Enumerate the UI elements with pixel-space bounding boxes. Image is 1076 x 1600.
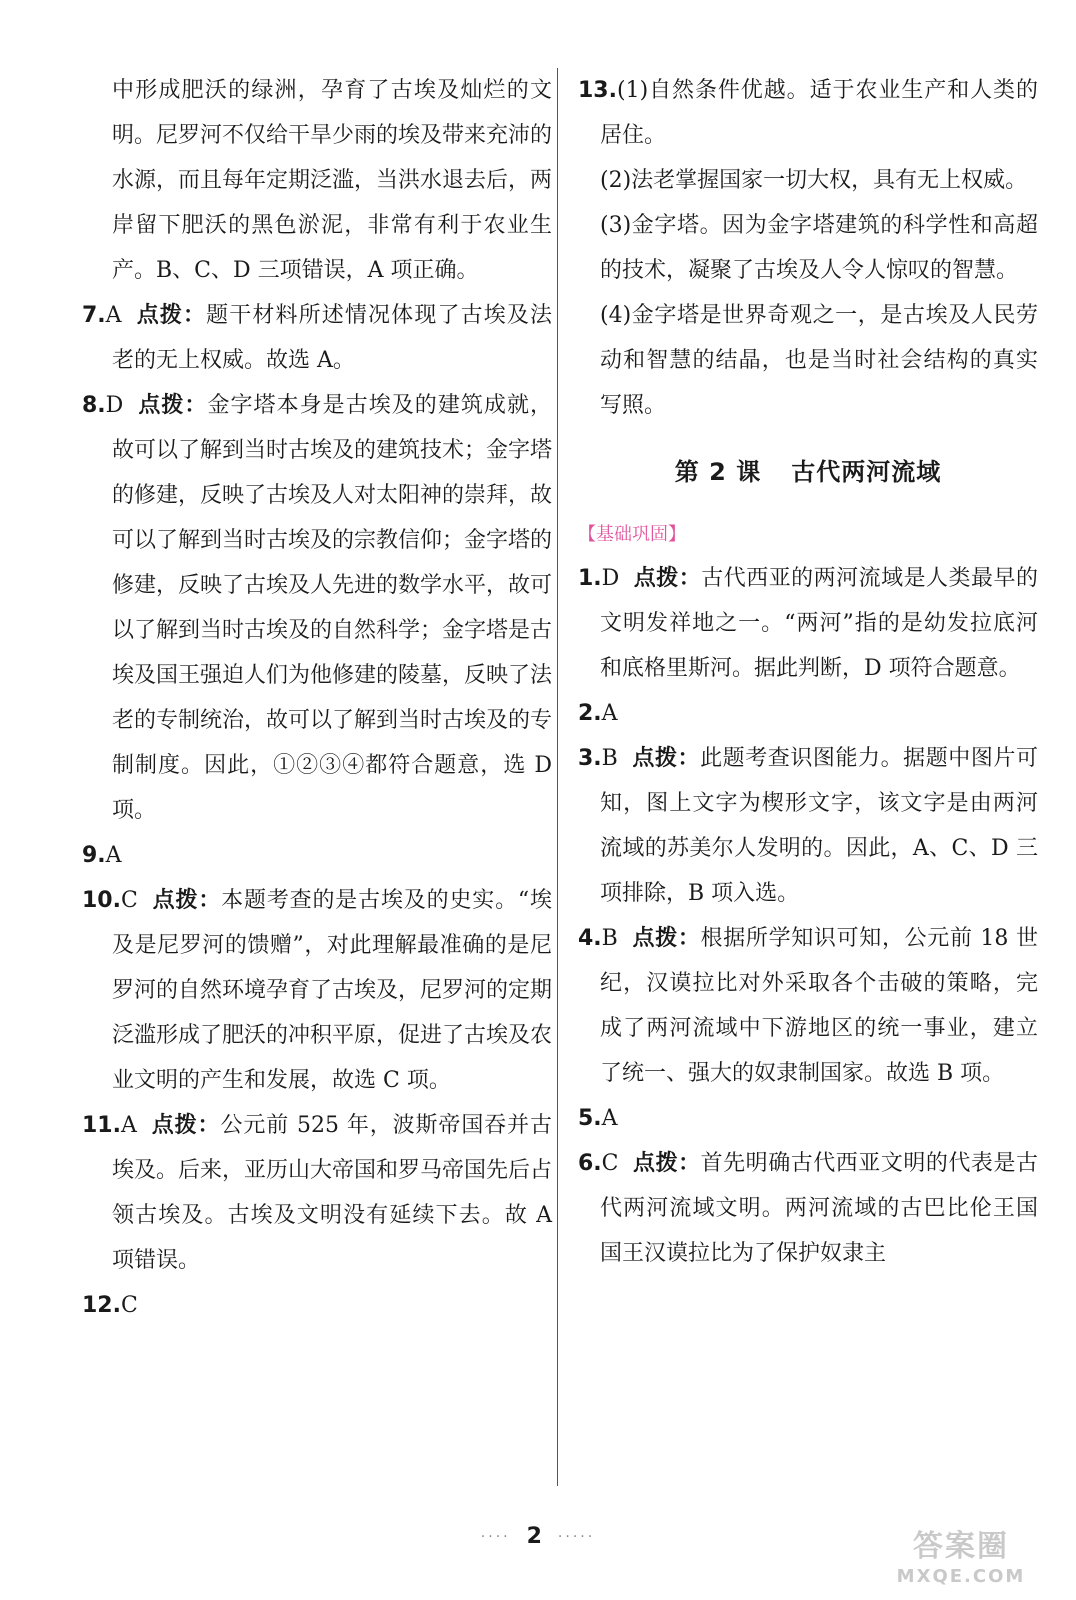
right-column [578, 68, 1038, 1276]
answer-item-1: 1.D 点拨：古代西亚的两河流域是人类最早的文明发祥地之一。“两河”指的是幼发拉底河和底格里斯河。据此判断，D 项符合题意。 [578, 566, 1038, 681]
answer-item-11: 11.A 点拨：公元前 525 年，波斯帝国吞并古埃及。后来，亚历山大帝国和罗马帝国先后占领古埃及。古埃及文明没有延续下去。故 A 项错误。 [82, 1113, 553, 1273]
column-divider [557, 68, 558, 1486]
answer-item-8: 8.D 点拨：金字塔本身是古埃及的建筑成就，故可以了解到当时古埃及的建筑技术；金字塔的修建，反映了古埃及人对太阳神的崇拜，故可以了解到当时古埃及的宗教信仰；金字塔的修建，反映了古埃及人先进的数学水平，故可以了解到当时古埃及的自然科学；金字塔是古埃及国王强迫人们为他修建的陵墓，反映了法老的专制统治，故可以了解到当时古埃及的专制制度。因此，①②③④都符合题意，选 D 项。 [82, 393, 553, 823]
page-footer: ···· 2 ····· [480, 1524, 596, 1549]
answer-item-4: 4.B 点拨：根据所学知识可知，公元前 18 世纪，汉谟拉比对外采取各个击破的策略，完成了两河流域中下游地区的统一事业，建立了统一、强大的奴隶制国家。故选 B 项。 [578, 926, 1038, 1086]
answer-item-7: 7.A 点拨：题干材料所述情况体现了古埃及法老的无上权威。故选 A。 [82, 303, 552, 373]
continued-answer-text: 中形成肥沃的绿洲，孕育了古埃及灿烂的文明。尼罗河不仅给干旱少雨的埃及带来充沛的水源，而且每年定期泛滥，当洪水退去后，两岸留下肥沃的黑色淤泥，非常有利于农业生产。B、C、D 三项错误，A 项正确。 [112, 78, 553, 283]
watermark-logo: 答案圈 MXQE.COM [896, 1529, 1026, 1587]
answer-item-13: 13.(1)自然条件优越。适于农业生产和人类的居住。 (2)法老掌握国家一切大权，具有无上权威。 (3)金字塔。因为金字塔建筑的科学性和高超的技术，凝聚了古埃及人令人惊叹的智慧。 (4)金字塔是世界奇观之一，是古埃及人民劳动和智慧的结晶，也是当时社会结构的真实写照。 [578, 68, 1038, 428]
page-number: 2 [526, 1524, 542, 1549]
answer-13-part-3: (3)金字塔。因为金字塔建筑的科学性和高超的技术，凝聚了古埃及人令人惊叹的智慧。 [600, 213, 1038, 283]
lesson-title: 第 2 课 古代两河流域 [674, 458, 942, 486]
answer-item-5: 5.A [578, 1106, 618, 1131]
answer-13-part-4: (4)金字塔是世界奇观之一，是古埃及人民劳动和智慧的结晶，也是当时社会结构的真实写照。 [600, 303, 1038, 418]
left-column [82, 68, 552, 1328]
answer-item-6: 6.C 点拨：首先明确古代西亚文明的代表是古代两河流域文明。两河流域的古巴比伦王国国王汉谟拉比为了保护奴隶主 [578, 1151, 1038, 1266]
answer-item-3: 3.B 点拨：此题考查识图能力。据题中图片可知，图上文字为楔形文字，该文字是由两河流域的苏美尔人发明的。因此，A、C、D 三项排除，B 项入选。 [578, 746, 1038, 906]
answer-item-9: 9.A [82, 843, 122, 868]
answer-item-10: 10.C 点拨：本题考查的是古埃及的史实。“埃及是尼罗河的馈赠”，对此理解最准确的是尼罗河的自然环境孕育了古埃及，尼罗河的定期泛滥形成了肥沃的冲积平原，促进了古埃及农业文明的产生和发展，故选 C 项。 [82, 888, 553, 1093]
answer-13-part-2: (2)法老掌握国家一切大权，具有无上权威。 [600, 168, 1028, 193]
answer-item-2: 2.A [578, 701, 618, 726]
answer-item-12: 12.C [82, 1293, 138, 1318]
section-tag: 【基础巩固】 [578, 524, 686, 545]
